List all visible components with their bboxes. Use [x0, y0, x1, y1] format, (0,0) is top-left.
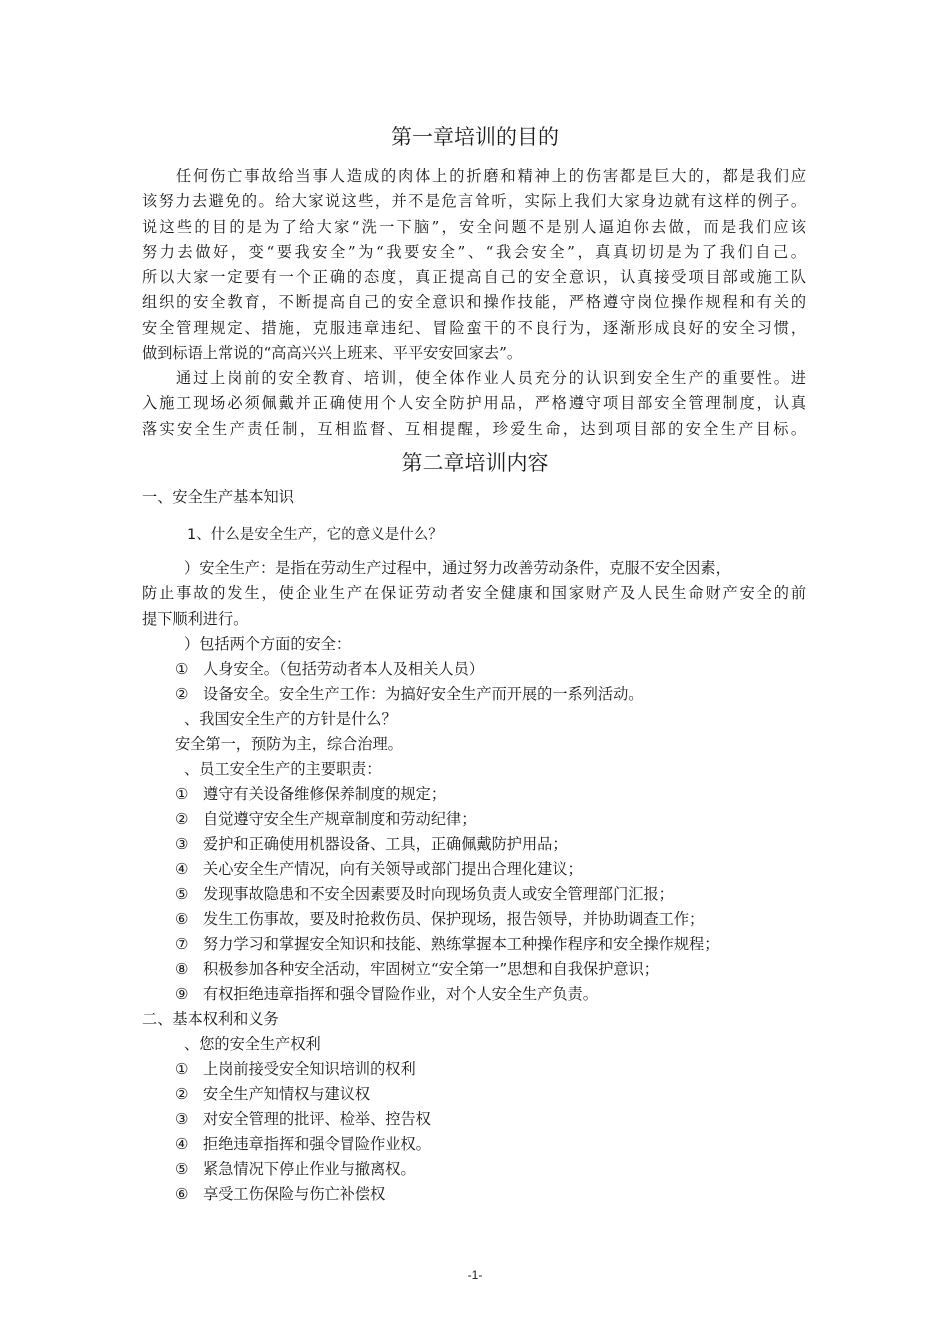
list-marker: ⑤ — [175, 885, 189, 903]
list-marker: ② — [175, 685, 189, 703]
list-marker: ② — [175, 810, 189, 828]
list-text: 积极参加各种安全活动，牢固树立“安全第一”思想和自我保护意识； — [203, 960, 659, 978]
list-text: 努力学习和掌握安全知识和技能、熟练掌握本工种操作程序和安全操作规程； — [203, 935, 720, 953]
list-item — [175, 658, 484, 679]
text-line: 安全管理规定、措施，克服违章违纪、冒险蛮干的不良行为，逐渐形成良好的安全习惯， — [142, 318, 806, 337]
list-text: 发生工伤事故，要及时抢救伤员、保护现场，报告领导，并协助调查工作； — [203, 910, 705, 928]
text-line: 做到标语上常说的“高高兴兴上班来、平平安安回家去”。 — [142, 344, 523, 363]
list-text: 自觉遵守安全生产规章制度和劳动纪律； — [203, 810, 477, 828]
list-marker: ① — [175, 660, 189, 678]
list-marker: ② — [175, 1085, 189, 1103]
list-item — [175, 808, 476, 829]
text-line: 入施工现场必须佩戴并正确使用个人安全防护用品，严格遵守项目部安全管理制度，认真 — [142, 394, 806, 413]
list-marker: ⑤ — [175, 1160, 189, 1178]
list-text: 上岗前接受安全知识培训的权利 — [203, 1060, 416, 1078]
list-marker: ④ — [175, 860, 189, 878]
answer-2: 安全第一，预防为主，综合治理。 — [175, 735, 403, 753]
list-marker: ⑥ — [175, 910, 189, 928]
page-number: -1- — [467, 1268, 483, 1282]
list-text: 人身安全。（包括劳动者本人及相关人员） — [203, 660, 484, 678]
list-item — [175, 833, 568, 854]
chapter1-paragraph-1 — [142, 164, 806, 366]
list-marker: ⑧ — [175, 960, 189, 978]
list-item — [175, 783, 446, 804]
text-line: 说这些的目的是为了给大家“洗一下脑”，安全问题不是别人逼迫你去做，而是我们应该 — [142, 217, 806, 236]
list-marker: ① — [175, 785, 189, 803]
list-text: 设备安全。安全生产工作：为搞好安全生产而开展的一系列活动。 — [203, 685, 644, 703]
question-2: 、我国安全生产的方针是什么？ — [184, 710, 397, 728]
list-item — [175, 908, 704, 929]
list-marker: ① — [175, 1060, 189, 1078]
list-item — [175, 1133, 431, 1154]
list-marker: ③ — [175, 835, 189, 853]
list-text: 安全生产知情权与建议权 — [203, 1085, 371, 1103]
list-item — [175, 1058, 416, 1079]
list-text: 紧急情况下停止作业与撤离权。 — [203, 1160, 416, 1178]
list-item — [175, 958, 659, 979]
list-text: 享受工伤保险与伤亡补偿权 — [203, 1185, 386, 1203]
rights-title: 、您的安全生产权利 — [184, 1035, 321, 1053]
list-item — [175, 1183, 385, 1204]
list-marker: ⑥ — [175, 1185, 189, 1203]
list-marker: ④ — [175, 1135, 189, 1153]
section1-heading: 一、安全生产基本知识 — [142, 488, 294, 506]
list-marker: ⑨ — [175, 985, 189, 1003]
section2-heading: 二、基本权利和义务 — [142, 1010, 279, 1028]
list-item — [175, 933, 719, 954]
safety-definition — [142, 556, 806, 632]
list-marker: ⑦ — [175, 935, 189, 953]
list-text: 对安全管理的批评、检举、控告权 — [203, 1110, 431, 1128]
list-item — [175, 1108, 431, 1129]
list-item — [175, 858, 583, 879]
text-line: 落实安全生产责任制，互相监督、互相提醒，珍爱生命，达到项目部的安全生产目标。 — [142, 419, 806, 438]
list-marker: ③ — [175, 1110, 189, 1128]
text-line: ）安全生产：是指在劳动生产过程中，通过努力改善劳动条件，克服不安全因素， — [184, 559, 731, 577]
list-text: 发现事故隐患和不安全因素要及时向现场负责人或安全管理部门汇报； — [203, 885, 674, 903]
two-aspects-intro: ）包括两个方面的安全： — [184, 635, 352, 653]
text-line: 组织的安全教育，不断提高自己的安全意识和操作技能，严格遵守岗位操作规程和有关的 — [142, 293, 806, 312]
text-line: 努力去做好，变“要我安全”为“我要安全”、“我会安全”，真真切切是为了我们自己。 — [142, 242, 806, 261]
text-line: 通过上岗前的安全教育、培训，使全体作业人员充分的认识到安全生产的重要性。进 — [176, 369, 806, 387]
list-text: 关心安全生产情况，向有关领导或部门提出合理化建议； — [203, 860, 583, 878]
chapter1-paragraph-2 — [142, 366, 806, 442]
list-item — [175, 983, 598, 1004]
list-item — [175, 1083, 370, 1104]
text-line: 提下顺利进行。 — [142, 609, 249, 628]
chapter2-title: 第二章培训内容 — [401, 451, 549, 475]
list-text: 有权拒绝违章指挥和强令冒险作业，对个人安全生产负责。 — [203, 985, 598, 1003]
list-item — [175, 883, 674, 904]
list-item — [175, 683, 643, 704]
list-item — [175, 1158, 416, 1179]
list-text: 拒绝违章指挥和强令冒险作业权。 — [203, 1135, 431, 1153]
list-text: 爱护和正确使用机器设备、工具，正确佩戴防护用品； — [203, 835, 568, 853]
list-text: 遵守有关设备维修保养制度的规定； — [203, 785, 446, 803]
text-line: 该努力去避免的。给大家说这些，并不是危言耸听，实际上我们大家身边就有这样的例子。 — [142, 192, 806, 211]
text-line: 所以大家一定要有一个正确的态度，真正提高自己的安全意识，认真接受项目部或施工队 — [142, 268, 806, 287]
question-3: 、员工安全生产的主要职责： — [184, 760, 382, 778]
text-line: 任何伤亡事故给当事人造成的肉体上的折磨和精神上的伤害都是巨大的，都是我们应 — [176, 167, 806, 185]
chapter1-title: 第一章培训的目的 — [391, 125, 559, 149]
question-1: 1、什么是安全生产，它的意义是什么？ — [187, 527, 443, 543]
text-line: 防止事故的发生，使企业生产在保证劳动者安全健康和国家财产及人民生命财产安全的前 — [142, 584, 806, 603]
